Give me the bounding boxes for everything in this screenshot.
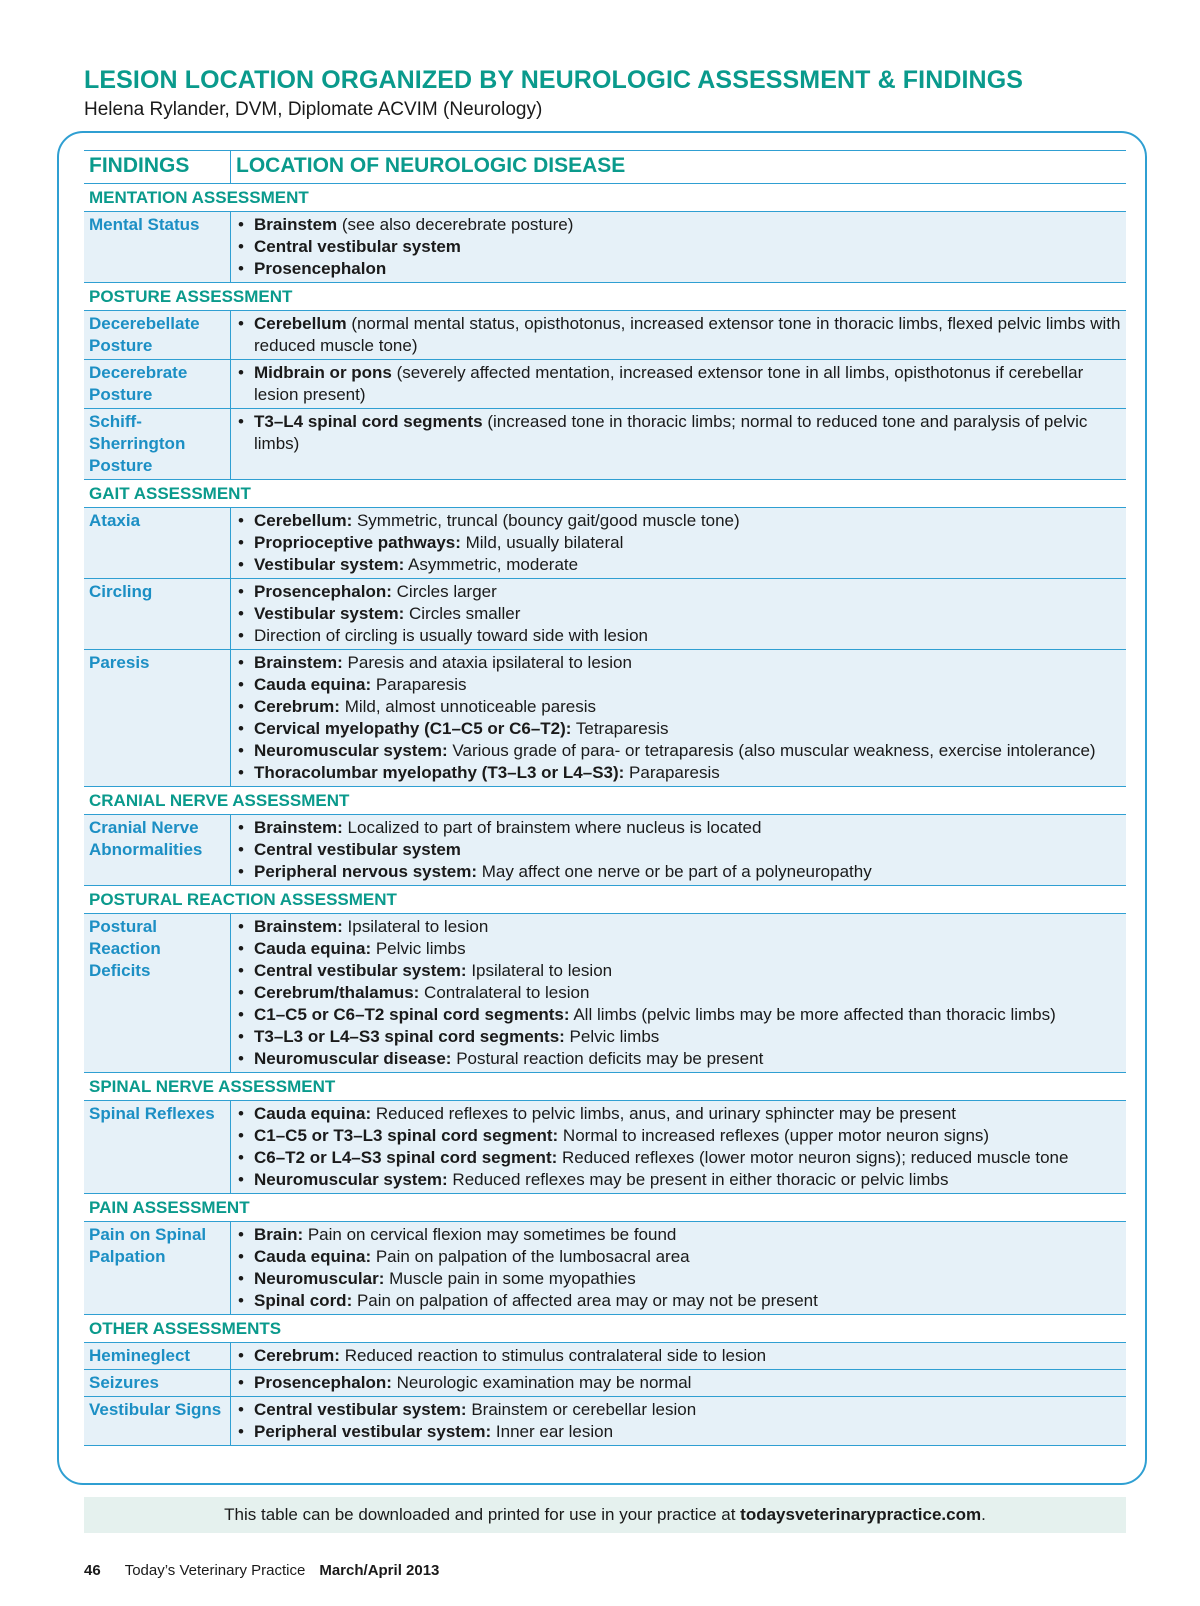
finding-cell: Vestibular Signs <box>84 1397 231 1446</box>
list-item <box>236 982 1121 1004</box>
section-title: SPINAL NERVE ASSESSMENT <box>84 1073 1126 1101</box>
table-body <box>84 151 1126 1446</box>
table-header-row <box>84 151 1126 184</box>
location-term: Peripheral nervous system: <box>254 862 477 881</box>
list-item <box>236 1345 1121 1367</box>
list-item <box>236 1004 1121 1026</box>
list-item <box>236 916 1121 938</box>
location-term: Prosencephalon <box>254 259 387 278</box>
location-term: C6–T2 or L4–S3 spinal cord segment: <box>254 1148 558 1167</box>
finding-cell: Cranial Nerve Abnormalities <box>84 815 231 886</box>
location-list <box>236 411 1121 455</box>
section-title: POSTURE ASSESSMENT <box>84 283 1126 311</box>
section-title: MENTATION ASSESSMENT <box>84 184 1126 212</box>
finding-cell: Hemineglect <box>84 1343 231 1370</box>
finding-cell: Postural Reaction Deficits <box>84 914 231 1073</box>
list-item <box>236 762 1121 784</box>
location-detail: Mild, usually bilateral <box>460 533 624 552</box>
table-row <box>84 815 1126 886</box>
location-term: Prosencephalon: <box>254 1373 392 1392</box>
download-note-text: This table can be downloaded and printed for use in your practice at <box>224 1505 741 1524</box>
section-header-row <box>84 1315 1126 1343</box>
location-list <box>236 1399 1121 1443</box>
table-row <box>84 650 1126 787</box>
location-cell <box>231 508 1127 579</box>
location-term: C1–C5 or T3–L3 spinal cord segment: <box>254 1126 559 1145</box>
finding-cell: Pain on Spinal Palpation <box>84 1222 231 1315</box>
list-item <box>236 236 1121 258</box>
location-cell <box>231 650 1127 787</box>
location-cell <box>231 1370 1127 1397</box>
location-detail: (severely affected mentation, increased extensor tone in all limbs, opisthotonus if cerebellar lesion present) <box>254 363 1084 404</box>
location-detail: Pelvic limbs <box>371 939 466 958</box>
location-term: Central vestibular system: <box>254 961 467 980</box>
location-detail: Paraparesis <box>624 763 720 782</box>
location-term: Brainstem: <box>254 653 343 672</box>
location-detail: Localized to part of brainstem where nucleus is located <box>342 818 762 837</box>
location-detail: Circles larger <box>391 582 497 601</box>
section-title: CRANIAL NERVE ASSESSMENT <box>84 787 1126 815</box>
location-term: Neuromuscular: <box>254 1269 385 1288</box>
section-title: OTHER ASSESSMENTS <box>84 1315 1126 1343</box>
location-term: Cerebrum: <box>254 1346 340 1365</box>
location-detail: Circles smaller <box>404 604 521 623</box>
header-findings: FINDINGS <box>84 151 231 184</box>
list-item <box>236 1147 1121 1169</box>
list-item <box>236 554 1121 576</box>
list-item <box>236 1246 1121 1268</box>
location-term: T3–L3 or L4–S3 spinal cord segments: <box>254 1027 565 1046</box>
location-detail: Contralateral to lesion <box>419 983 590 1002</box>
location-detail: Direction of circling is usually toward side with lesion <box>254 626 648 645</box>
list-item <box>236 960 1121 982</box>
location-cell <box>231 311 1127 360</box>
location-term: Cerebrum: <box>254 697 340 716</box>
location-term: Thoracolumbar myelopathy (T3–L3 or L4–S3): <box>254 763 625 782</box>
location-list <box>236 362 1121 406</box>
location-detail: Pain on palpation of affected area may or may not be present <box>352 1291 818 1310</box>
author-byline: Helena Rylander, DVM, Diplomate ACVIM (Neurology) <box>84 99 543 120</box>
header-location: LOCATION OF NEUROLOGIC DISEASE <box>231 151 1127 184</box>
location-detail: Various grade of para- or tetraparesis (also muscular weakness, exercise intolerance) <box>447 741 1096 760</box>
location-term: Neuromuscular system: <box>254 1170 448 1189</box>
list-item <box>236 258 1121 280</box>
list-item <box>236 861 1121 883</box>
list-item <box>236 362 1121 406</box>
table-row <box>84 508 1126 579</box>
location-cell <box>231 360 1127 409</box>
list-item <box>236 1421 1121 1443</box>
list-item <box>236 1048 1121 1070</box>
location-term: Prosencephalon: <box>254 582 392 601</box>
list-item <box>236 510 1121 532</box>
page-footer <box>84 1562 439 1579</box>
section-title: GAIT ASSESSMENT <box>84 480 1126 508</box>
location-detail: Reduced reflexes (lower motor neuron signs); reduced muscle tone <box>557 1148 1069 1167</box>
location-term: Neuromuscular system: <box>254 741 448 760</box>
location-detail: Pain on cervical flexion may sometimes be found <box>303 1225 677 1244</box>
location-detail: Reduced reflexes may be present in either thoracic or pelvic limbs <box>447 1170 949 1189</box>
list-item <box>236 214 1121 236</box>
list-item <box>236 696 1121 718</box>
location-term: Cauda equina: <box>254 1247 372 1266</box>
location-term: Brainstem: <box>254 917 343 936</box>
location-detail: (increased tone in thoracic limbs; normal to reduced tone and paralysis of pelvic limbs) <box>254 412 1088 453</box>
list-item <box>236 1103 1121 1125</box>
download-note <box>84 1497 1126 1533</box>
list-item <box>236 1026 1121 1048</box>
location-term: Cerebellum: <box>254 511 353 530</box>
list-item <box>236 839 1121 861</box>
location-cell <box>231 815 1127 886</box>
table-row <box>84 914 1126 1073</box>
location-detail: Postural reaction deficits may be present <box>451 1049 764 1068</box>
table-row <box>84 1343 1126 1370</box>
section-title: POSTURAL REACTION ASSESSMENT <box>84 886 1126 914</box>
list-item <box>236 411 1121 455</box>
location-cell <box>231 579 1127 650</box>
location-list <box>236 1345 1121 1367</box>
table-row <box>84 311 1126 360</box>
location-list <box>236 817 1121 883</box>
table-row <box>84 1397 1126 1446</box>
location-list <box>236 652 1121 784</box>
location-detail: Ipsilateral to lesion <box>342 917 489 936</box>
location-list <box>236 313 1121 357</box>
location-term: T3–L4 spinal cord segments <box>254 412 483 431</box>
table-row <box>84 579 1126 650</box>
location-detail: All limbs (pelvic limbs may be more affected than thoracic limbs) <box>569 1005 1056 1024</box>
location-cell <box>231 1101 1127 1194</box>
location-cell <box>231 1343 1127 1370</box>
location-detail: Muscle pain in some myopathies <box>384 1269 636 1288</box>
issue-date: March/April 2013 <box>319 1562 440 1579</box>
finding-cell: Decerebellate Posture <box>84 311 231 360</box>
location-term: Cervical myelopathy (C1–C5 or C6–T2): <box>254 719 572 738</box>
section-header-row <box>84 283 1126 311</box>
location-detail: Neurologic examination may be normal <box>391 1373 692 1392</box>
location-detail: Reduced reflexes to pelvic limbs, anus, and urinary sphincter may be present <box>371 1104 957 1123</box>
list-item <box>236 1169 1121 1191</box>
location-term: Brain: <box>254 1225 304 1244</box>
location-list <box>236 214 1121 280</box>
download-note-end: . <box>981 1505 986 1524</box>
table-row <box>84 212 1126 283</box>
location-term: Central vestibular system <box>254 840 461 859</box>
location-list <box>236 916 1121 1070</box>
location-term: Spinal cord: <box>254 1291 353 1310</box>
location-term: Cerebellum <box>254 314 347 333</box>
location-cell <box>231 212 1127 283</box>
location-detail: Symmetric, truncal (bouncy gait/good muscle tone) <box>352 511 740 530</box>
location-term: Cauda equina: <box>254 675 372 694</box>
list-item <box>236 625 1121 647</box>
section-header-row <box>84 787 1126 815</box>
location-cell <box>231 1397 1127 1446</box>
location-detail: May affect one nerve or be part of a polyneuropathy <box>476 862 872 881</box>
list-item <box>236 1372 1121 1394</box>
location-term: C1–C5 or C6–T2 spinal cord segments: <box>254 1005 570 1024</box>
location-term: Midbrain or pons <box>254 363 392 382</box>
location-detail: Pain on palpation of the lumbosacral area <box>371 1247 690 1266</box>
section-header-row <box>84 480 1126 508</box>
location-list <box>236 510 1121 576</box>
location-list <box>236 581 1121 647</box>
location-detail: Asymmetric, moderate <box>404 555 579 574</box>
list-item <box>236 581 1121 603</box>
finding-cell: Schiff-Sherrington Posture <box>84 409 231 480</box>
location-term: Proprioceptive pathways: <box>254 533 461 552</box>
location-detail: Paresis and ataxia ipsilateral to lesion <box>342 653 632 672</box>
location-detail: Paraparesis <box>371 675 467 694</box>
finding-cell: Mental Status <box>84 212 231 283</box>
finding-cell: Circling <box>84 579 231 650</box>
location-detail: (normal mental status, opisthotonus, increased extensor tone in thoracic limbs, flexed pelvic limbs with reduced muscle tone) <box>254 314 1121 355</box>
location-detail: Mild, almost unnoticeable paresis <box>339 697 597 716</box>
list-item <box>236 313 1121 357</box>
list-item <box>236 817 1121 839</box>
location-detail: Brainstem or cerebellar lesion <box>466 1400 697 1419</box>
list-item <box>236 938 1121 960</box>
location-term: Cauda equina: <box>254 1104 372 1123</box>
section-header-row <box>84 184 1126 212</box>
finding-cell: Paresis <box>84 650 231 787</box>
location-term: Neuromuscular disease: <box>254 1049 452 1068</box>
finding-cell: Seizures <box>84 1370 231 1397</box>
table-row <box>84 1370 1126 1397</box>
list-item <box>236 674 1121 696</box>
location-detail: Normal to increased reflexes (upper motor neuron signs) <box>558 1126 990 1145</box>
location-detail: Tetraparesis <box>571 719 669 738</box>
finding-cell: Decerebrate Posture <box>84 360 231 409</box>
table-row <box>84 1101 1126 1194</box>
location-list <box>236 1103 1121 1191</box>
list-item <box>236 1399 1121 1421</box>
table-row <box>84 409 1126 480</box>
location-detail: Inner ear lesion <box>491 1422 614 1441</box>
page-title: LESION LOCATION ORGANIZED BY NEUROLOGIC ASSESSMENT & FINDINGS <box>84 66 1024 94</box>
location-detail: Pelvic limbs <box>564 1027 660 1046</box>
location-term: Cauda equina: <box>254 939 372 958</box>
finding-cell: Spinal Reflexes <box>84 1101 231 1194</box>
location-detail: Ipsilateral to lesion <box>466 961 613 980</box>
location-term: Brainstem <box>254 215 338 234</box>
download-link[interactable]: todaysveterinarypractice.com <box>740 1505 982 1524</box>
list-item <box>236 1290 1121 1312</box>
list-item <box>236 718 1121 740</box>
location-term: Central vestibular system: <box>254 1400 467 1419</box>
location-cell <box>231 914 1127 1073</box>
section-header-row <box>84 886 1126 914</box>
finding-cell: Ataxia <box>84 508 231 579</box>
table-row <box>84 360 1126 409</box>
location-cell <box>231 1222 1127 1315</box>
table-row <box>84 1222 1126 1315</box>
location-cell <box>231 409 1127 480</box>
location-term: Brainstem: <box>254 818 343 837</box>
list-item <box>236 1125 1121 1147</box>
location-term: Cerebrum/thalamus: <box>254 983 420 1002</box>
location-term: Vestibular system: <box>254 604 405 623</box>
section-header-row <box>84 1073 1126 1101</box>
location-detail: Reduced reaction to stimulus contralateral side to lesion <box>339 1346 767 1365</box>
list-item <box>236 1224 1121 1246</box>
section-title: PAIN ASSESSMENT <box>84 1194 1126 1222</box>
location-list <box>236 1224 1121 1312</box>
page-number: 46 <box>84 1562 101 1579</box>
section-header-row <box>84 1194 1126 1222</box>
lesion-location-table <box>84 150 1126 1446</box>
location-term: Peripheral vestibular system: <box>254 1422 492 1441</box>
list-item <box>236 740 1121 762</box>
location-detail: (see also decerebrate posture) <box>337 215 574 234</box>
location-term: Central vestibular system <box>254 237 461 256</box>
location-list <box>236 1372 1121 1394</box>
magazine-name: Today’s Veterinary Practice <box>124 1562 306 1579</box>
list-item <box>236 652 1121 674</box>
list-item <box>236 603 1121 625</box>
location-term: Vestibular system: <box>254 555 405 574</box>
list-item <box>236 532 1121 554</box>
list-item <box>236 1268 1121 1290</box>
